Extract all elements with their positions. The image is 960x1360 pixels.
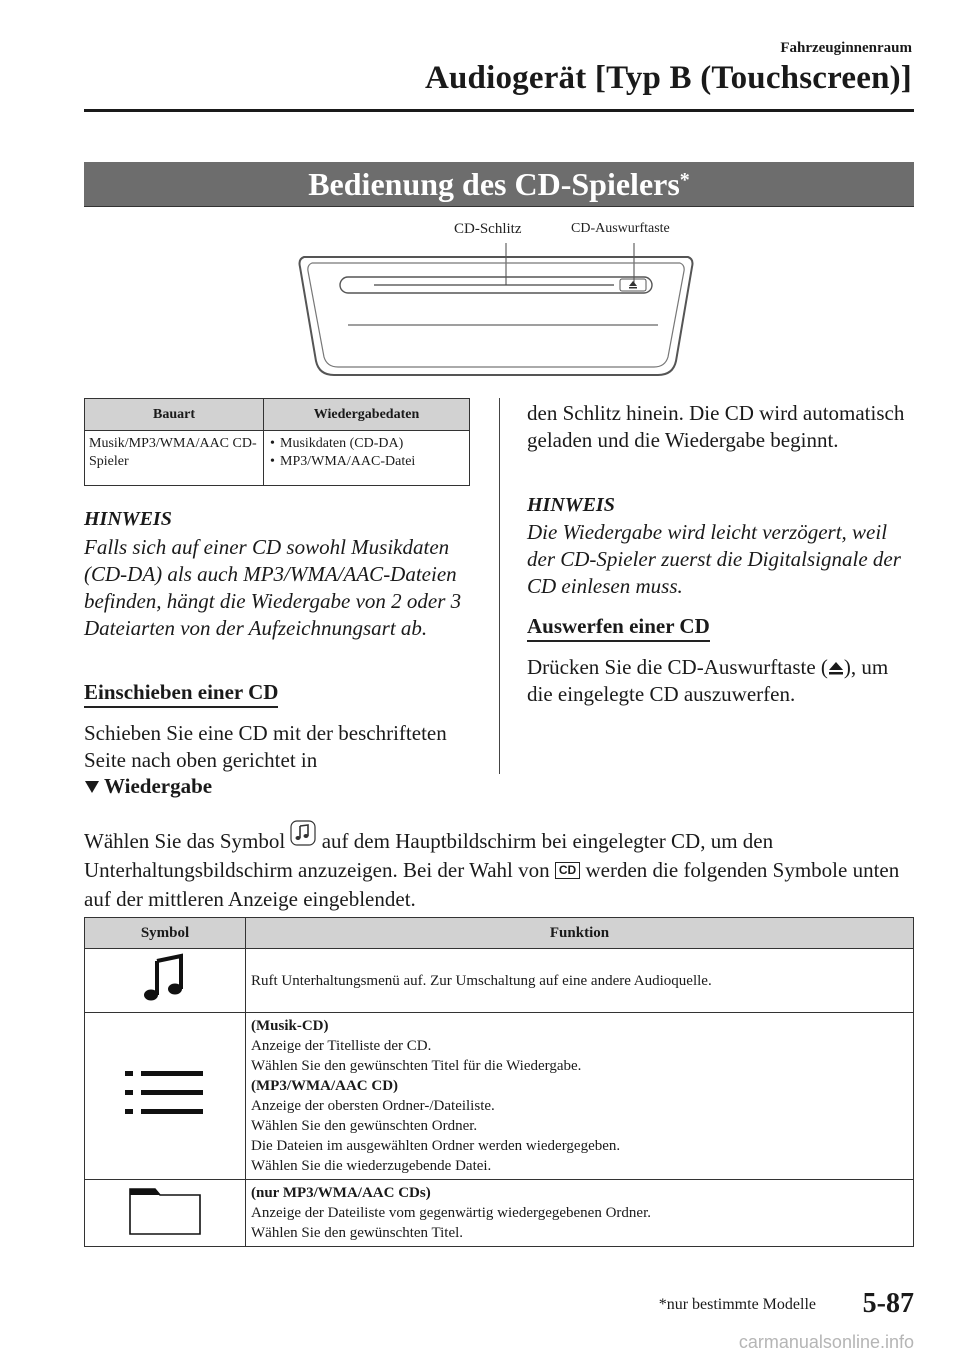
playback-text	[84, 820, 914, 914]
spec-cell-type: Musik/MP3/WMA/AAC CD-Spieler	[85, 431, 264, 486]
folder-icon	[129, 1185, 201, 1235]
table-row	[85, 1013, 914, 1180]
audio-note-icon	[290, 820, 316, 846]
insert-cd-text: Schieben Sie eine CD mit der beschrifteten Seite nach oben gerichtet in	[84, 721, 447, 772]
function-line: Ruft Unterhaltungsmenü auf. Zur Umschaltung auf eine andere Audioquelle.	[251, 972, 712, 989]
spec-cell-data	[264, 431, 470, 486]
section-banner	[84, 162, 914, 207]
playback-text-3: werden die folgenden Symbole unten auf der mittleren Anzeige eingeblendet.	[84, 858, 900, 911]
playback-heading	[84, 774, 212, 799]
function-line: Wählen Sie den gewünschten Titel für die Wiedergabe.	[251, 1058, 582, 1074]
function-line: Anzeige der obersten Ordner-/Dateiliste.	[251, 1098, 495, 1114]
banner-asterisk: *	[679, 168, 690, 191]
cd-player-illustration	[296, 215, 696, 390]
spec-header-data: Wiedergabedaten	[264, 399, 470, 431]
spec-data-item: • Musikdaten (CD-DA)	[268, 435, 465, 453]
spec-data-item: • MP3/WMA/AAC-Datei	[268, 453, 465, 471]
note-heading: HINWEIS	[527, 494, 615, 516]
insert-cd-heading: Einschieben einer CD	[84, 680, 278, 708]
column-divider	[499, 398, 500, 774]
function-line: (MP3/WMA/AAC CD)	[251, 1078, 399, 1094]
symbol-cell	[85, 1180, 246, 1247]
function-line: (nur MP3/WMA/AAC CDs)	[251, 1185, 431, 1201]
footnote: *nur bestimmte Modelle	[658, 1296, 816, 1313]
chapter-title: Audiogerät [Typ B (Touchscreen)]	[424, 60, 912, 96]
eject-text-start: Drücken Sie die CD-Auswurftaste (	[527, 655, 828, 679]
eject-icon	[828, 660, 844, 676]
function-line: Wählen Sie die wiederzugebende Datei.	[251, 1158, 492, 1174]
header-rule	[84, 109, 914, 112]
function-cell	[246, 1013, 914, 1180]
note-text: Falls sich auf einer CD sowohl Musikdaten (CD-DA) als auch MP3/WMA/AAC-Dateien befinden, hängt die Wiedergabe von 2 oder 3 Dateiarten von der Aufzeichnungsart ab.	[84, 535, 462, 640]
function-cell	[246, 1180, 914, 1247]
insert-cd-text-cont: den Schlitz hinein. Die CD wird automatisch geladen und die Wiedergabe beginnt.	[527, 401, 905, 452]
function-line: Anzeige der Dateiliste vom gegenwärtig wiedergegebenen Ordner.	[251, 1205, 651, 1221]
function-line: (Musik-CD)	[251, 1018, 329, 1034]
cd-slot-label: CD-Schlitz	[454, 221, 522, 237]
note-text: Die Wiedergabe wird leicht verzögert, weil der CD-Spieler zuerst die Digitalsignale der CD einlesen muss.	[527, 520, 901, 598]
list-icon	[125, 1068, 205, 1118]
player-spec-table	[84, 398, 470, 486]
function-line: Wählen Sie den gewünschten Ordner.	[251, 1118, 478, 1134]
function-line: Wählen Sie den gewünschten Titel.	[251, 1225, 464, 1241]
playback-heading-text: Wiedergabe	[104, 774, 213, 798]
cd-source-badge: CD	[555, 862, 580, 879]
spec-header-type: Bauart	[85, 399, 264, 431]
eject-button-label: CD-Auswurftaste	[571, 221, 670, 236]
symbol-table	[84, 917, 914, 1247]
section-label: Fahrzeuginnenraum	[780, 40, 912, 56]
cd-unit-drawing	[296, 215, 696, 390]
banner-title: Bedienung des CD-Spielers	[308, 165, 680, 202]
table-row	[85, 1180, 914, 1247]
watermark: carmanualsonline.info	[738, 1332, 914, 1352]
triangle-down-icon	[84, 778, 100, 794]
eject-cd-text	[527, 654, 919, 708]
eject-text-end: ), um die eingelegte CD auszuwerfen.	[527, 655, 889, 706]
page-number: 5-87	[862, 1288, 914, 1319]
eject-cd-heading: Auswerfen einer CD	[527, 614, 710, 642]
function-line: Die Dateien im ausgewählten Ordner werden wiedergegeben.	[251, 1138, 621, 1154]
music-note-icon	[139, 951, 191, 1003]
playback-text-2: auf dem Hauptbildschirm bei eingelegter CD, um den Unterhaltungsbildschirm anzuzeigen. Bei der Wahl von	[84, 829, 774, 882]
symbol-header: Symbol	[85, 918, 246, 949]
note-heading: HINWEIS	[84, 508, 172, 530]
function-header: Funktion	[246, 918, 914, 949]
symbol-cell	[85, 949, 246, 1013]
table-row	[85, 949, 914, 1013]
symbol-cell	[85, 1013, 246, 1180]
function-line: Anzeige der Titelliste der CD.	[251, 1038, 432, 1054]
function-cell	[246, 949, 914, 1013]
playback-text-1: Wählen Sie das Symbol	[84, 829, 286, 853]
